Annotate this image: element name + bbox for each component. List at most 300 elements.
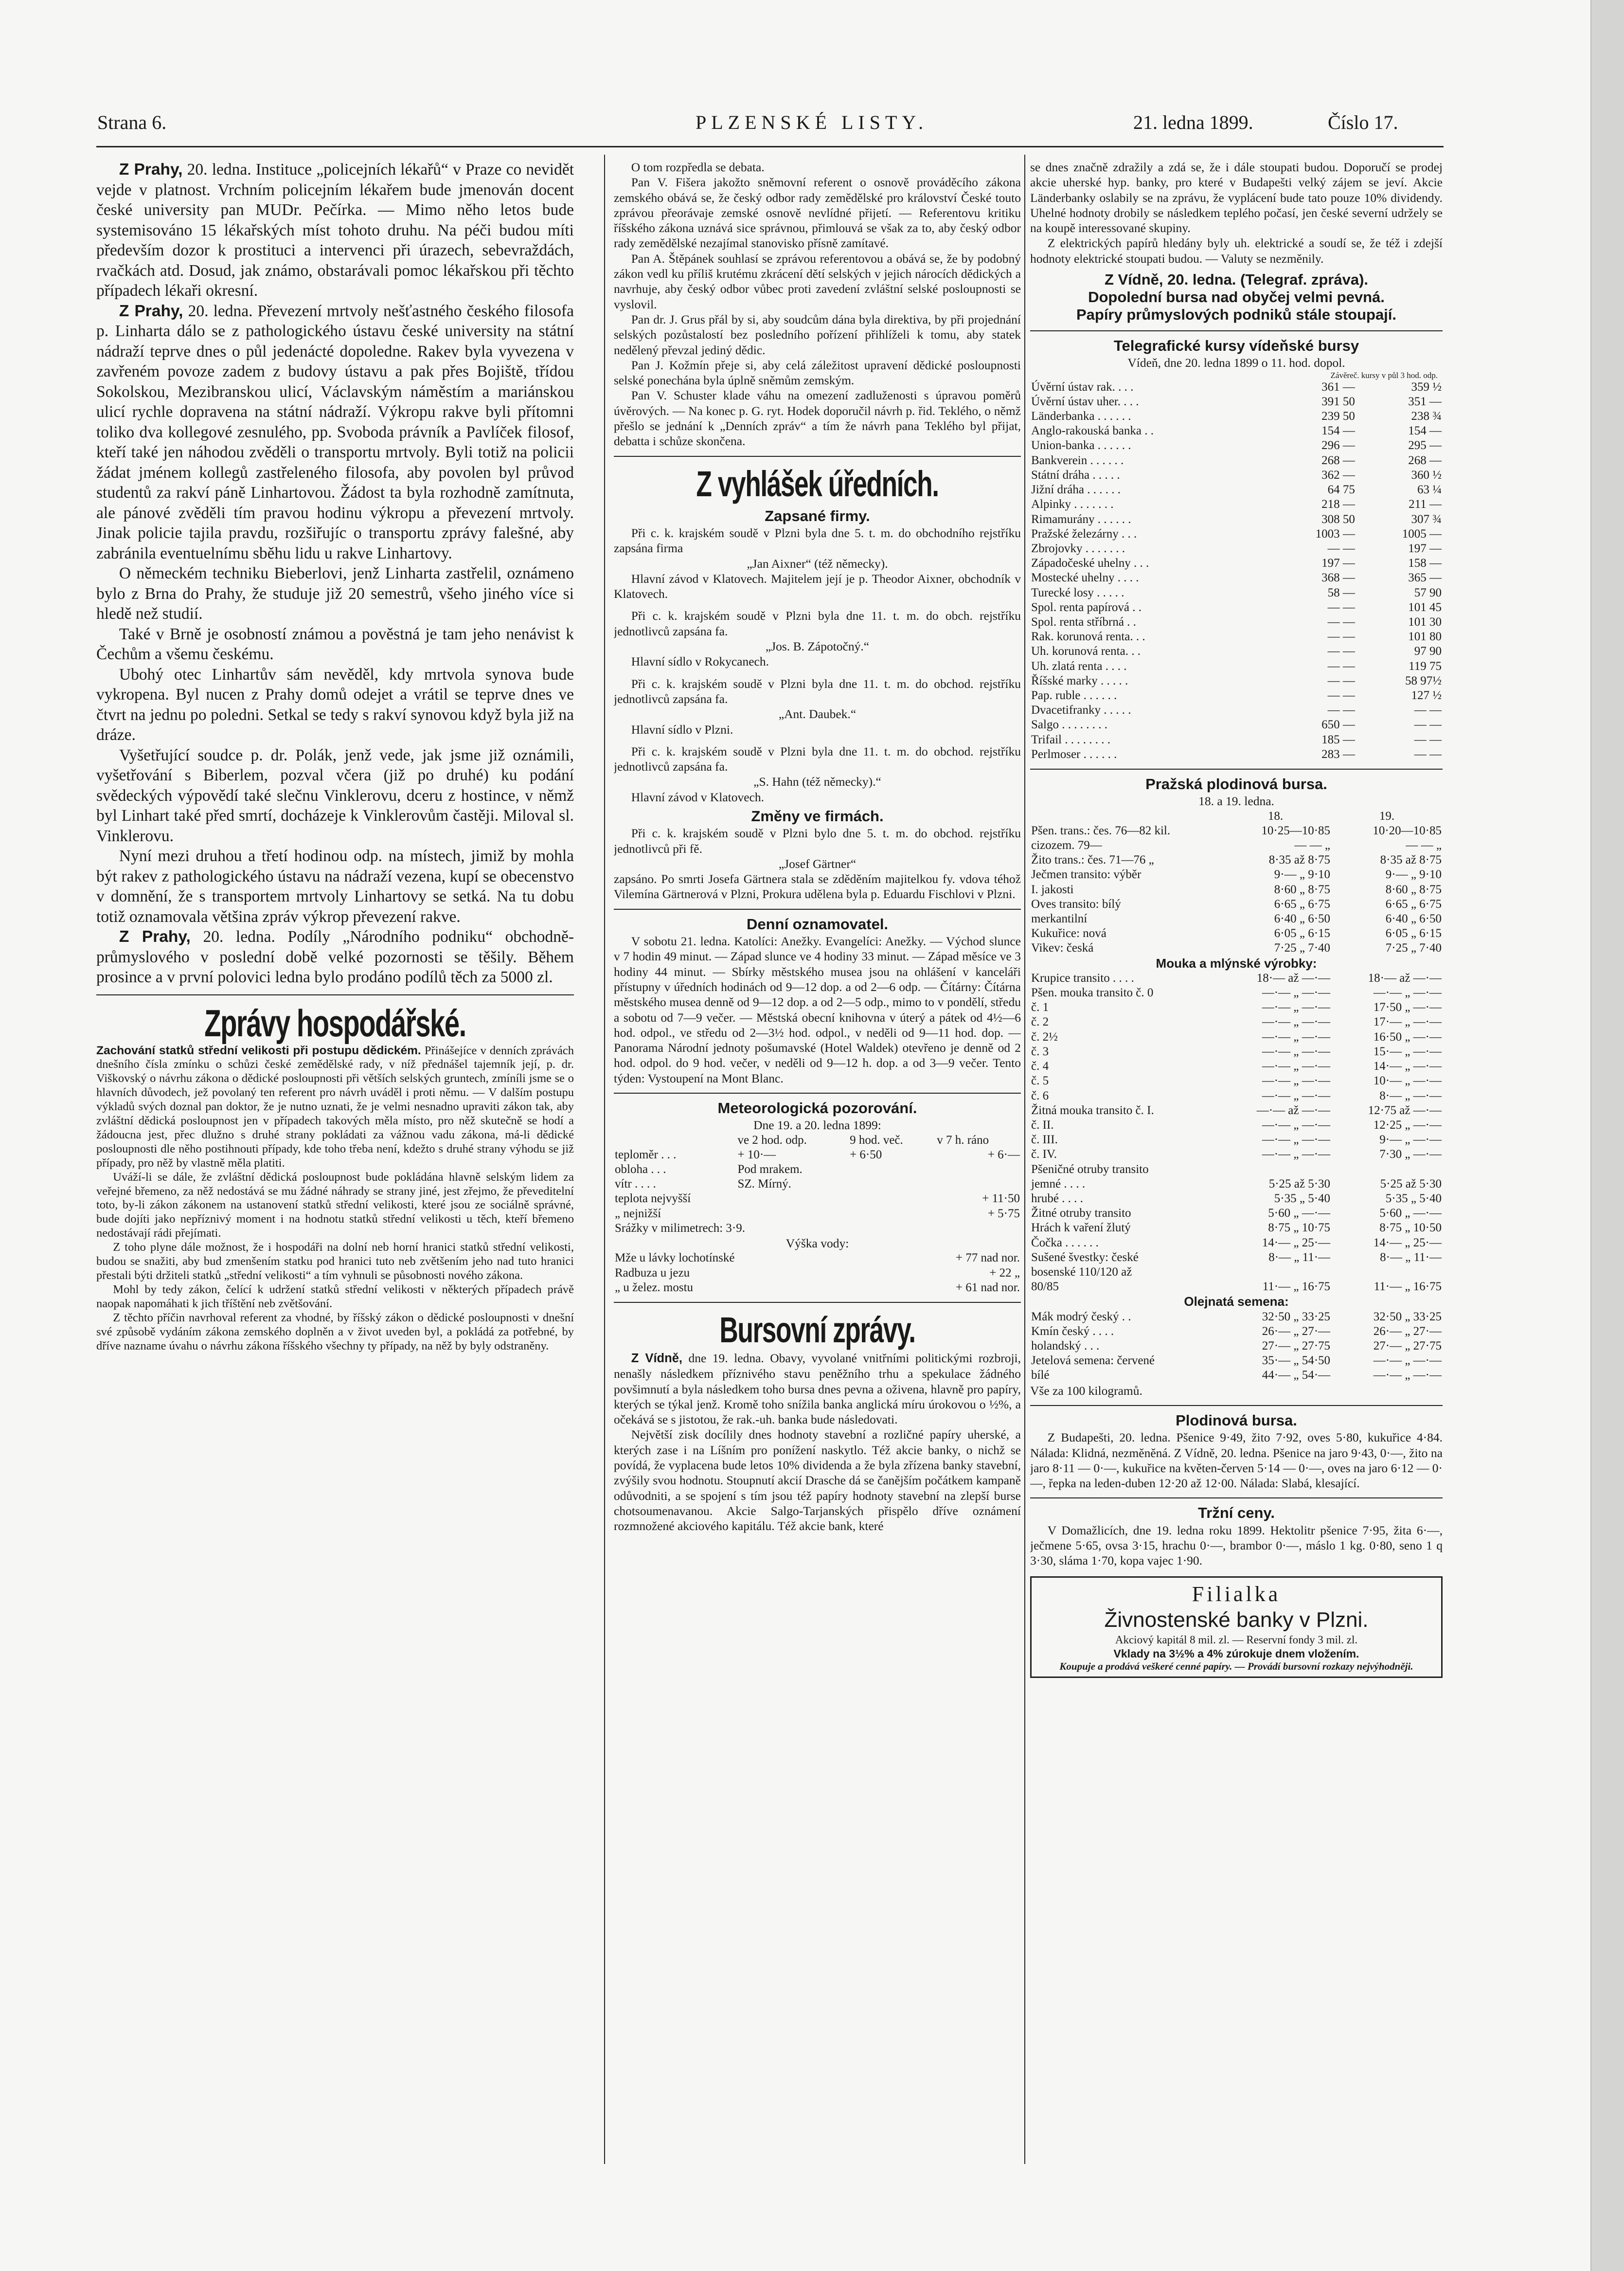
firm-notice: Při c. k. krajském soudě v Plzni byla dne 11. t. m. do obch. rejstříku jednotlivců zapsána fa. bbox=[614, 609, 1021, 638]
row-label: Krupice transito . . . . bbox=[1031, 971, 1134, 985]
row-value: —·— „ —·— bbox=[1373, 1354, 1442, 1368]
row-value: — — bbox=[1327, 645, 1355, 658]
paragraph: se dnes značně zdražily a zdá se, že i dále stoupati budou. Doporučí se prodej akcie uherské hyp. banky, pro které v Budapešti velký zájem se jeví. Akcie Länderbanky oslabily se na zprávu, že vyplácení bude tato pouze 10% dividendy. Uhelné hodnoty drobily se následkem teplého počasí, jen české severní udržely se na koupě interessované skupiny. bbox=[1030, 160, 1443, 235]
row-value: 5·25 až 5·30 bbox=[1268, 1177, 1331, 1190]
column-2 bbox=[614, 160, 1021, 2160]
row-value: 58 97½ bbox=[1405, 674, 1442, 687]
row-value: 197 — bbox=[1408, 541, 1442, 555]
row-label: Sušené švestky: české bbox=[1031, 1250, 1139, 1264]
row-label: č. 6 bbox=[1031, 1089, 1049, 1102]
row-value: 5·60 „ —·— bbox=[1379, 1207, 1442, 1220]
row-value: 16·50 „ —·— bbox=[1373, 1030, 1442, 1044]
table-row bbox=[1030, 1030, 1443, 1045]
row-label: č. III. bbox=[1031, 1133, 1058, 1147]
table-row bbox=[1030, 1191, 1443, 1206]
row-label: Turecké losy . . . . . bbox=[1031, 586, 1124, 599]
firm-details: Hlavní sídlo v Plzni. bbox=[631, 722, 733, 737]
row-label: bílé bbox=[1031, 1369, 1050, 1382]
bank-advertisement bbox=[1030, 1576, 1443, 1678]
table-row bbox=[1030, 1059, 1443, 1074]
row-value: 307 ¾ bbox=[1411, 512, 1442, 526]
row-value: — — „ bbox=[1406, 838, 1442, 852]
row-label: Kmín český . . . . bbox=[1031, 1324, 1114, 1338]
page-binding-edge bbox=[1590, 0, 1624, 2271]
row-label: Pražské železárny . . . bbox=[1031, 527, 1137, 541]
divider bbox=[1030, 1497, 1443, 1498]
table-row bbox=[1030, 571, 1443, 585]
table-row bbox=[1030, 1280, 1443, 1294]
table-row bbox=[1030, 1147, 1443, 1162]
row-value: — — bbox=[1327, 703, 1355, 717]
row-label: hrubé . . . . bbox=[1031, 1191, 1083, 1205]
section-title-bourse: Bursovní zprávy. bbox=[719, 1309, 915, 1350]
row-value: 283 — bbox=[1321, 747, 1355, 761]
row-value: 127 ½ bbox=[1411, 688, 1442, 702]
row-label: Západočeské uhelny . . . bbox=[1031, 557, 1149, 570]
table-row bbox=[1030, 853, 1443, 867]
row-label: Státní dráha . . . . . bbox=[1031, 468, 1120, 482]
table-row bbox=[1030, 838, 1443, 853]
row-value: 391 50 bbox=[1321, 395, 1355, 408]
firm-details: Hlavní závod v Klatovech. Majitelem její je p. Theodor Aixner, obchodník v Klatovech. bbox=[614, 571, 1021, 601]
rates-column-head: Závěreč. kursy v půl 3 hod. odp. bbox=[1330, 370, 1438, 380]
row-label: Pšen. trans.: čes. 76—82 kil. bbox=[1031, 824, 1171, 837]
row-value: 26·— „ 27·— bbox=[1373, 1324, 1442, 1338]
table-row bbox=[1030, 1133, 1443, 1147]
table-row bbox=[1030, 586, 1443, 600]
row-value: 8·60 „ 8·75 bbox=[1385, 883, 1442, 896]
row-label: Rak. korunová renta. . . bbox=[1031, 630, 1145, 644]
row-value: 1005 — bbox=[1402, 527, 1442, 541]
subsection-firm-changes: Změny ve firmách. bbox=[751, 807, 884, 825]
row-value: —·— až —·— bbox=[1256, 1103, 1331, 1117]
row-value: 5·25 až 5·30 bbox=[1380, 1177, 1442, 1190]
paragraph: Pan A. Štěpánek souhlasí se zprávou referentovou a obává se, že by podobný zákon vedl ku příliš krutému zkrácení dětí selských v jejich nárocích dědických a navrhuje, aby český odbor vůbec proti zavedení zvláštní selské posloupnosti se vyslovil. bbox=[614, 251, 1021, 311]
paragraph: Mohl by tedy zákon, čelící k udržení statků střední velikosti v některých případech právě naopak napomáhati k jich tříštění neb zvětšování. bbox=[96, 1282, 574, 1310]
row-value: 296 — bbox=[1321, 439, 1355, 452]
divider bbox=[96, 994, 574, 995]
row-label: Uh. korunová renta. . . bbox=[1031, 645, 1141, 658]
table-row bbox=[1030, 897, 1443, 912]
row-value: 8·— „ —·— bbox=[1379, 1089, 1442, 1102]
table-row bbox=[1030, 1368, 1443, 1383]
table-row bbox=[1030, 674, 1443, 688]
row-label: č. 3 bbox=[1031, 1045, 1049, 1058]
table-row bbox=[1030, 1310, 1443, 1324]
divider bbox=[614, 909, 1021, 910]
table-row bbox=[1030, 986, 1443, 1000]
table-row bbox=[1030, 1353, 1443, 1368]
row-label: Bankverein . . . . . . bbox=[1031, 453, 1124, 467]
row-value: — — bbox=[1327, 600, 1355, 614]
table-row: teplota nejvyšší + 11·50 bbox=[615, 1192, 1020, 1206]
table-row bbox=[1030, 497, 1443, 512]
table-row bbox=[1030, 600, 1443, 615]
table-row bbox=[1030, 380, 1443, 395]
table-row: Radbuza u jezu + 22 „ bbox=[615, 1266, 1020, 1280]
row-value bbox=[1220, 1265, 1331, 1280]
mill-title: Mouka a mlýnské výrobky: bbox=[1156, 955, 1317, 971]
row-label: Anglo-rakouská banka . . bbox=[1031, 424, 1154, 438]
column-divider-1 bbox=[604, 155, 605, 2164]
masthead-title: PLZENSKÉ LISTY. bbox=[696, 111, 928, 133]
subsection-prague-grain: Pražská plodinová bursa. bbox=[1145, 775, 1327, 793]
subsection-firms: Zapsané firmy. bbox=[765, 507, 870, 524]
table-row bbox=[1030, 512, 1443, 527]
row-value: 12·25 „ —·— bbox=[1373, 1118, 1442, 1132]
row-value: — — bbox=[1327, 630, 1355, 644]
row-value: 365 — bbox=[1408, 571, 1442, 585]
divider bbox=[614, 456, 1021, 457]
section-title-economy: Zprávy hospodářské. bbox=[204, 1001, 466, 1045]
table-row: „ nejnižší + 5·75 bbox=[615, 1207, 1020, 1220]
table-row bbox=[1030, 483, 1443, 497]
row-label: Žito trans.: čes. 71—76 „ bbox=[1031, 853, 1154, 867]
row-value: 6·05 „ 6·15 bbox=[1385, 927, 1442, 940]
paragraph: Uváží-li se dále, že zvláštní dědická posloupnost bude pokládána hlavně selským lidem za veřejné břemeno, za něž nedostává se mu žádné náhrady se strany jiné, jest zřejmo, že převeditelní toto, by-li zákon zákonem na ustanovení statků střední velikosti, které jsou ze sociálně správné, bude dojíti jako nepříznivý moment i na hodnotu statků střední velikosti u těch, kteří břemeno nedostávají rádi přejímati. bbox=[96, 1170, 574, 1240]
row-value: 101 45 bbox=[1408, 600, 1442, 614]
table-row bbox=[1030, 615, 1443, 630]
firm-notice: Při c. k. krajském soudě v Plzni byla dne 5. t. m. do obchodního rejstříku zapsána firma bbox=[614, 525, 1021, 556]
table-row bbox=[1030, 1206, 1443, 1221]
row-label: Vikev: česká bbox=[1031, 941, 1094, 955]
table-row bbox=[1030, 1118, 1443, 1133]
row-label: Spol. renta stříbrná . . bbox=[1031, 615, 1136, 629]
row-value: 6·05 „ 6·15 bbox=[1274, 927, 1331, 940]
firm-name: „Ant. Daubek.“ bbox=[778, 707, 857, 721]
table-row bbox=[1030, 1045, 1443, 1059]
row-label: Perlmoser . . . . . . bbox=[1031, 747, 1117, 761]
table-row bbox=[1030, 395, 1443, 409]
row-label: Hrách k vaření žlutý bbox=[1031, 1221, 1131, 1235]
row-value: 63 ¼ bbox=[1417, 483, 1442, 497]
table-row bbox=[1030, 1250, 1443, 1265]
row-value: 1003 — bbox=[1315, 527, 1355, 541]
row-value: 359 ½ bbox=[1411, 380, 1442, 394]
row-value: —·— „ —·— bbox=[1262, 986, 1331, 1000]
row-value: 9·— „ 9·10 bbox=[1385, 868, 1442, 882]
row-label: Žitné otruby transito bbox=[1031, 1207, 1131, 1220]
row-value: — — bbox=[1327, 659, 1355, 673]
row-value: 27·— „ 27·75 bbox=[1262, 1339, 1331, 1353]
row-value: —·— „ —·— bbox=[1262, 1001, 1331, 1014]
divider bbox=[614, 1093, 1021, 1094]
row-label: Ječmen transito: výběr bbox=[1031, 868, 1142, 882]
article-police-doctors: Z Prahy, 20. ledna. Instituce „policejních lékařů“ v Praze co nevidět vejde v platnost. Vrchním policejním lékařem bude jmenován docent české university pan MUDr. Pečírka. — Mimo něho letos bude systemisováno 15 lékařských míst tohoto druhu. Na péči budou míti především dozor k prostituci a intervenci při úrazech, sebevraždách, rvačkách atd. Dosud, jak známo, obstarávali pomoc lékařskou při těchto případech lékaři okresní. bbox=[96, 161, 574, 300]
row-value: 8·— „ 11·— bbox=[1380, 1250, 1442, 1264]
divider bbox=[1030, 1405, 1443, 1406]
row-label: Jižní dráha . . . . . . bbox=[1031, 483, 1121, 497]
table-row bbox=[1030, 733, 1443, 747]
row-value: 7·30 „ —·— bbox=[1379, 1148, 1442, 1161]
row-value: 6·65 „ 6·75 bbox=[1385, 897, 1442, 911]
row-label: Kukuřice: nová bbox=[1031, 927, 1106, 940]
table-row bbox=[1030, 912, 1443, 926]
row-value: 218 — bbox=[1321, 498, 1355, 511]
paragraph: Ubohý otec Linhartův sám nevěděl, kdy mrtvola synova bude vykropena. Byl nucen z Prahy domů odejet a vrátil se teprve dnes ve čtvrt na jednu po poledni. Setkal se tedy s rakví synovou když byla již na dráze. bbox=[96, 665, 574, 744]
article-national-enterprise: Z Prahy, 20. ledna. Podíly „Národního podniku“ obchodně-průmyslového v poslední době velké pozornosti se těšily. Během prosince a v první polovici ledna bylo prodáno podílů těch za 5000 zl. bbox=[96, 928, 574, 986]
row-value: — — bbox=[1414, 747, 1442, 761]
firm-name: „Jan Aixner“ (též německy). bbox=[747, 556, 888, 571]
paragraph: Také v Brně je osobností známou a pověstná je tam jeho nenávist k Čechům a všemu českému. bbox=[96, 625, 574, 663]
row-label: Rimamurány . . . . . . bbox=[1031, 512, 1131, 526]
row-value: — — bbox=[1327, 615, 1355, 629]
row-label: bosenské 110/120 až bbox=[1031, 1265, 1132, 1279]
ad-interest: Vklady na 3½% a 4% zúrokuje dnem vložením. bbox=[1113, 1647, 1359, 1660]
row-value: —·— „ —·— bbox=[1262, 1118, 1331, 1132]
grain-days-header: 18. 19. bbox=[1267, 809, 1395, 823]
firm-notice: Při c. k. krajském soudě v Plzni byla dne 11. t. m. do obchod. rejstříku jednotlivců zapsána fa. bbox=[614, 744, 1021, 774]
row-value: —·— „ —·— bbox=[1262, 1060, 1331, 1073]
table-row bbox=[1030, 1221, 1443, 1235]
commodity-report: Z Budapešti, 20. ledna. Pšenice 9·49, žito 7·92, oves 5·80, kukuřice 4·84. Nálada: Klidná, nezměněná. Z Vídně, 20. ledna. Pšenice na jaro 9·43, 0·—, žito na jaro 8·11 — 0·—, kukuřice na květen-červen 5·14 — 0·—, oves na jaro 6·12 — 0·—, řepka na leden-duben 12·20 až 12·00. Nálada: Slabá, klesající. bbox=[1030, 1430, 1443, 1491]
row-label: Úvěrní ústav rak. . . . bbox=[1031, 380, 1134, 394]
table-row bbox=[1030, 1236, 1443, 1250]
table-row: vítr . . . . SZ. Mírný. bbox=[615, 1177, 791, 1191]
row-value: 8·35 až 8·75 bbox=[1380, 853, 1442, 867]
row-label: č. 5 bbox=[1031, 1074, 1049, 1088]
paragraph: Pan J. Kožmín přeje si, aby celá záležitost upravení dědické posloupnosti selské ponechána byla úplně sněmům zemským. bbox=[614, 358, 1021, 388]
row-value: 360 ½ bbox=[1411, 468, 1442, 482]
divider bbox=[1030, 769, 1443, 770]
row-label: Pap. ruble . . . . . . bbox=[1031, 688, 1117, 702]
row-label: Zbrojovky . . . . . . . bbox=[1031, 541, 1125, 555]
row-value: 197 — bbox=[1321, 557, 1355, 570]
row-label: cizozem. 79— bbox=[1031, 838, 1102, 852]
row-value: —·— „ —·— bbox=[1262, 1045, 1331, 1058]
row-label: Mák modrý český . . bbox=[1031, 1310, 1131, 1323]
row-value: 44·— „ 54·— bbox=[1262, 1369, 1331, 1382]
row-value: — — bbox=[1327, 674, 1355, 687]
row-value: — — bbox=[1414, 703, 1442, 717]
paragraph: Největší zisk docílily dnes hodnoty stavební a rozličné papíry uherské, a kterých zase i na Líšním pro ponížení naskytlo. Též akcie banky, o nichž se povídá, že vyplacena bude letos 10% dividenda a že byla zřízena banky stavební, zvýšily svou hodnotu. Stoupnutí akcií Drasche dá se čanějším počátkem kampaně odůvodniti, a se spojení s tím jsou též papíry hodnoty stavební na zlepší burse chotsoumenavanou. Akcie Salgo-Tarjanských přispělo dříve oznámení rozmnožené akciového kapitálu. Též akcie bank, které bbox=[614, 1427, 1021, 1533]
row-value: 27·— „ 27·75 bbox=[1373, 1339, 1442, 1353]
column-1 bbox=[96, 160, 574, 2160]
paragraph: Vyšetřující soudce p. dr. Polák, jenž vede, jak jsme již oznámili, vyšetřování s Biberlem, pozval včera (již po druhé) ku podání svědeckých výpovědí také slečnu Vinklerovu, dceru z hostince, v němž byl Linhart také před smrtí, docházeje k Vinklerovům častěji. Miloval sl. Vinklerovu. bbox=[96, 746, 574, 845]
row-label: Jetelová semena: červené bbox=[1031, 1354, 1155, 1368]
table-row bbox=[1030, 409, 1443, 424]
subsection-vienna-rates: Telegrafické kursy vídeňské bursy bbox=[1113, 337, 1359, 355]
table-row bbox=[1030, 941, 1443, 955]
oil-title: Olejnatá semena: bbox=[1184, 1294, 1289, 1309]
row-value: 308 50 bbox=[1321, 512, 1355, 526]
ad-capital: Akciový kapitál 8 mil. zl. — Reservní fondy 3 mil. zl. bbox=[1115, 1633, 1358, 1646]
row-value: 18·— až —·— bbox=[1256, 971, 1331, 985]
column-3 bbox=[1030, 160, 1443, 2160]
subsection-daily: Denní oznamovatel. bbox=[746, 915, 889, 933]
row-value: 58 — bbox=[1327, 586, 1355, 599]
firm-details: Hlavní závod v Klatovech. bbox=[631, 790, 765, 804]
row-label: č. IV. bbox=[1031, 1148, 1057, 1161]
table-row bbox=[1030, 1000, 1443, 1015]
subsection-meteo: Meteorologická pozorování. bbox=[717, 1099, 917, 1117]
row-value bbox=[1331, 1265, 1443, 1280]
table-row bbox=[1030, 718, 1443, 732]
row-value: — — „ bbox=[1294, 838, 1331, 852]
row-label: Oves transito: bílý bbox=[1031, 897, 1121, 911]
row-label: Mostecké uhelny . . . . bbox=[1031, 571, 1139, 585]
table-row bbox=[1030, 747, 1443, 762]
row-value: 351 — bbox=[1408, 395, 1442, 408]
row-value: 101 80 bbox=[1408, 630, 1442, 644]
row-value: 8·— „ 11·— bbox=[1268, 1250, 1331, 1264]
row-value: 32·50 „ 33·25 bbox=[1373, 1310, 1442, 1323]
row-value: 35·— „ 54·50 bbox=[1262, 1354, 1331, 1368]
row-value: 57 90 bbox=[1414, 586, 1442, 599]
bourse-report: Z Vídně, dne 19. ledna. Obavy, vyvolané vnitřními politickými rozbroji, nenašly následkem příznivého stavu peněžního trhu a spekulace žádného povšimnutí a byla následkem toho bursa dnes pevna a oživena, hlavně pro papíry, kterých se týkal jenž. Kromě toho snížila banka anglická míru úrokovou o ½%, a očekává se s jistotou, že rak.-uh. banka bude následovati. bbox=[614, 1351, 1021, 1427]
table-row: Mže u lávky lochotínské + 77 nad nor. bbox=[615, 1251, 1020, 1265]
row-value: — — bbox=[1327, 688, 1355, 702]
row-label: č. 2½ bbox=[1031, 1030, 1058, 1044]
row-label: holandský . . . bbox=[1031, 1339, 1100, 1353]
row-label: č. 4 bbox=[1031, 1060, 1049, 1073]
row-value: 361 — bbox=[1321, 380, 1355, 394]
table-row bbox=[1030, 1177, 1443, 1191]
table-row bbox=[1030, 1089, 1443, 1103]
row-value: —·— „ —·— bbox=[1373, 1369, 1442, 1382]
paragraph: Z elektrických papírů hledány byly uh. elektrické a soudí se, že též i zdejší hodnoty elektrické stoupati budou. — Valuty se nezměnily. bbox=[1030, 236, 1443, 266]
row-value: 14·— „ 25·— bbox=[1373, 1236, 1442, 1249]
paragraph: Z těchto příčin navrhoval referent za vhodné, by říšský zákon o dědické posloupnosti v dnešní své způsobě vydáním zákona zemského doplněn a v život uveden byl, a pokládá za potřebné, by dříve nazname úvahu o návrhu zákona říšského všechny ty případy, na něž by byly odstraněny. bbox=[96, 1311, 574, 1352]
row-value: 6·40 „ 6·50 bbox=[1274, 912, 1331, 925]
table-row bbox=[1030, 703, 1443, 718]
row-label: jemné . . . . bbox=[1031, 1177, 1086, 1190]
row-label: Länderbanka . . . . . . bbox=[1031, 410, 1131, 423]
oil-note: Vše za 100 kilogramů. bbox=[1030, 1383, 1142, 1398]
row-value: 295 — bbox=[1408, 439, 1442, 452]
table-row bbox=[1030, 1162, 1443, 1177]
meteo-date: Dne 19. a 20. ledna 1899: bbox=[753, 1118, 881, 1133]
paragraph: Pan dr. J. Grus přál by si, aby soudcům dána byla direktiva, by při projednání selských pozůstalostí bez posledního pořízení přihlíželi k tomu, aby statek nedělený převzal jediný dědic. bbox=[614, 312, 1021, 357]
row-value: 158 — bbox=[1408, 557, 1442, 570]
row-label: 80/85 bbox=[1031, 1280, 1059, 1294]
paragraph: Pan V. Fišera jakožto sněmovní referent o osnově prováděcího zákona zemského obává se, že český odbor rady zemědělské pro království České touto zprávou přeorávaje zemské osnově nevlídné přijetí. — Referentovu kritiku říšského zákona uznává sice správnou, přimlouvá se však za to, aby český odbor rady zemědělské nezajímal stanovisko přísně zamítavé. bbox=[614, 175, 1021, 251]
row-label: Dvacetifranky . . . . . bbox=[1031, 703, 1131, 717]
rates-table bbox=[1030, 380, 1443, 762]
row-value: 64 75 bbox=[1327, 483, 1355, 497]
table-row bbox=[1030, 824, 1443, 838]
telegraph-report: Z Vídně, 20. ledna. (Telegraf. zpráva). Dopolední bursa nad obyčej velmi pevná. Papíry průmyslových podniků stále stoupají. bbox=[1076, 271, 1397, 324]
row-value: 15·— „ —·— bbox=[1373, 1045, 1442, 1058]
table-row bbox=[1030, 659, 1443, 674]
row-label: č. II. bbox=[1031, 1118, 1054, 1132]
row-value: 268 — bbox=[1408, 453, 1442, 467]
row-value: —·— „ —·— bbox=[1262, 1089, 1331, 1102]
row-value: —·— „ —·— bbox=[1262, 1030, 1331, 1044]
row-value: 18·— až —·— bbox=[1368, 971, 1442, 985]
firm-name: „S. Hahn (též německy).“ bbox=[753, 775, 881, 789]
table-row bbox=[1030, 1103, 1443, 1118]
row-value: 9·— „ 9·10 bbox=[1274, 868, 1331, 882]
table-row: Srážky v milimetrech: 3·9. bbox=[615, 1221, 745, 1235]
page-number: Strana 6. bbox=[97, 111, 167, 133]
paragraph: O německém techniku Bieberlovi, jenž Linharta zastřelil, oznámeno bylo z Brna do Prahy, že studuje již 20 semestrů, všeho jiného více si hledě než studií. bbox=[96, 564, 574, 623]
article-linhart: Z Prahy, 20. ledna. Převezení mrtvoly nešťastného českého filosofa p. Linharta dálo se z pathologického ústavu české university na státní nádraží teprve dnes o půl jedenácté dopoledne. Rakev byla vyvezena v zavřeném povoze zadem z budovy ústavu a pak přes Bojiště, třídou Sokolskou, Mezibranskou ulicí, Václavským náměstím a mariánskou ulicí rychle dopravena na státní nádraží. Výkropu rakve byli přítomni toliko dva kollegové zesnulého, pp. Svoboda právník a Pavlíček filosof, kteří také jen náhodou zvěděli o transportu mrtvoly. Byli totiž na policii žádat jménem kollegů zastřeleného filosofa, aby povolen byl průvod studentů za rakví páně Linhartovou. Žádost ta byla rozhodně zamítnuta, ale pánové zvěděli tím pravou hodinu výkropu a převezení mrtvoly. Jinak policie tajila pravdu, rozšiřujíc o transportu zprávy falešné, aby zabránila eventuelnímu sběhu lidu u rakve Linhartovy. bbox=[96, 302, 574, 562]
row-value: 11·— „ 16·75 bbox=[1374, 1280, 1442, 1294]
table-row bbox=[1030, 1324, 1443, 1339]
meteo-table: ve 2 hod. odp. 9 hod. več. v 7 h. ráno teploměr . . . + 10·— + 6·50 + 6·— obloha . . . Pod mrakem. vítr . . . . SZ. Mírný. teplota nejvyšší + 11·50 „ nejnižší + 5·75 Srážky v milimetrech: 3·9. bbox=[614, 1133, 1021, 1236]
economy-article: Zachování statků střední velikosti při postupu dědickém. Přinášejíce v denních zprávách dnešního čísla zmínku o schůzi české zemědělské rady, v níž přednášel tajemník její, p. dr. Viškovský o návrhu zákona o dědické posloupnosti při větších selských gruntech, zmíníli jsme se o hlavních důvodech, jež povolaný ten referent pro návrh uváděl i proti němu. — V dalším postupu výkladů svých doznal pan doktor, že je nutno uznati, že je velmi nesnadno upraviti zákon tak, aby zvláštní dědická posloupnost jen v případech takových měla místo, pro něž skutečně se hodí a žádoucna jest, přec dlužno s druhé strany pokládati za vážnou vadu zákona, má-li dědické posloupnosti dle něho postihnouti případy, kde toho třeba není, kdežto s druhé strany výhodu se již případy, pro něž by vlastně měla platiti. Uváží-li se dále, že zvláštní dědická posloupnost bude pokládána hlavně selským lidem za veřejné břemeno, za něž nedostává se mu žádné náhrady se strany jiné, jest zřejmo, že převeditelní toto, by-li zákon zákonem na ustanovení statků střední velikosti, které jsou ze sociálně správné, bude dojíti jako nepříznivý moment i na hodnotu statků střední velikosti u těch, kteří břemeno nedostávají rádi přejímati. Z toho plyne dále možnost, že i hospodáři na dolní neb horní hranici statků střední velikosti, budou se snažiti, aby bud zmenšením statku pod hranici tuto neb zvětšením jeho nad tuto hranici přestali býti držiteli statků „střední velikosti“ a tím vyhnuli se působnosti nového zákona. Mohl by tedy zákon, čelící k udržení statků střední velikosti v některých případech právě naopak napomáhati k jich tříštění neb zvětšování. Z těchto příčin navrhoval referent za vhodné, by říšský zákon o dědické posloupnosti v dnešní své způsobě vydáním zákona zemského doplněn a v život uveden byl, a pokládá za potřebné, by dříve nazname úvahu o návrhu zákona říšského všechny ty případy, na něž by byly odstraněny. bbox=[96, 1044, 574, 1352]
row-label: Pšen. mouka transito č. 0 bbox=[1031, 986, 1154, 1000]
table-row bbox=[1030, 1339, 1443, 1353]
row-value: 362 — bbox=[1321, 468, 1355, 482]
table-row bbox=[1030, 867, 1443, 882]
row-value: 17·— „ —·— bbox=[1373, 1015, 1442, 1029]
row-value: 32·50 „ 33·25 bbox=[1262, 1310, 1331, 1323]
row-value: 5·60 „ —·— bbox=[1268, 1207, 1331, 1220]
table-row bbox=[1030, 1015, 1443, 1029]
table-row bbox=[1030, 438, 1443, 453]
table-row bbox=[1030, 883, 1443, 897]
water-title: Výška vody: bbox=[785, 1236, 849, 1251]
row-value: 650 — bbox=[1321, 718, 1355, 732]
table-row bbox=[1030, 971, 1443, 986]
daily-notice: V sobotu 21. ledna. Katolíci: Anežky. Evangelíci: Anežky. — Východ slunce v 7 hodin 49 minut. — Západ slunce ve 4 hodiny 33 minut. — Západ měsíce ve 3 hodiny 44 minut. — Sbírky městského musea jsou na ohlášení v kanceláři přístupny v úředních hodinách od 9—12 dop. a od 2—6 odp. — Čítárny: Čítárna městského musea denně od 9—12 dop. a od 2—5 odp., mimo to v pondělí, středu a sobotu od 7—9 večer. — Městská obecní knihovna v úterý a pátek od 4½—6 hod. odpol., ve středu od 2—3½ hod. odpol., v neděli od 9—11 hod. dop. — Panorama Národní jednoty pošumavské (Hotel Waldek) otevřeno je denně od 2 hod. odpol. do 9 hod. večer, v neděli od 9—12 h. dop. a od 3—9 večer. Tento týden: Vystoupení na Mont Blanc. bbox=[614, 934, 1021, 1085]
divider bbox=[614, 1302, 1021, 1303]
row-label: Úvěrní ústav uher. . . . bbox=[1031, 395, 1139, 408]
row-value: 26·— „ 27·— bbox=[1262, 1324, 1331, 1338]
water-table bbox=[614, 1251, 1021, 1295]
paragraph: O tom rozpředla se debata. bbox=[631, 160, 765, 174]
row-label: Pšeničné otruby transito bbox=[1031, 1162, 1149, 1176]
row-value: 10·25—10·85 bbox=[1261, 824, 1331, 837]
table-row bbox=[1030, 926, 1443, 941]
paragraph: Pan V. Schuster klade váhu na omezení zadluženosti s úpravou poměrů úvěrových. — Na konec p. G. ryt. Hodek doporučil návrh p. řid. Teklého, o němž přešlo se jednání k „Denních zpráv“ a tím že návrh pana Teklého byl přijat, debatta i schůze skončena. bbox=[614, 388, 1021, 449]
table-row bbox=[1030, 1265, 1443, 1280]
row-label: Alpinky . . . . . . . bbox=[1031, 498, 1114, 511]
firm-details: Hlavní sídlo v Rokycanech. bbox=[631, 654, 769, 669]
row-label: Spol. renta papírová . . bbox=[1031, 600, 1142, 614]
row-value: 10·— „ —·— bbox=[1373, 1074, 1442, 1088]
row-value: 6·65 „ 6·75 bbox=[1274, 897, 1331, 911]
subsection-commodity: Plodinová bursa. bbox=[1176, 1411, 1297, 1429]
issue-date: 21. ledna 1899. bbox=[1133, 111, 1253, 133]
row-label: Trifail . . . . . . . . bbox=[1031, 733, 1110, 746]
row-value: 5·35 „ 5·40 bbox=[1385, 1191, 1442, 1205]
row-value: 268 — bbox=[1321, 453, 1355, 467]
oil-table bbox=[1030, 1310, 1443, 1383]
row-label: č. 2 bbox=[1031, 1015, 1049, 1029]
table-row bbox=[1030, 424, 1443, 438]
section-title-official: Z vyhlášek úředních. bbox=[696, 463, 939, 504]
row-value: 14·— „ —·— bbox=[1373, 1060, 1442, 1073]
market-report: V Domažlicích, dne 19. ledna roku 1899. Hektolitr pšenice 7·95, žita 6·—, ječmene 5·65, ovsa 3·15, hrachu 0·—, brambor 0·—, máslo 1 kg. 0·80, seno 1 q 3·30, sláma 1·70, kopa vajec 1·90. bbox=[1030, 1523, 1443, 1568]
row-value: 9·— „ —·— bbox=[1379, 1133, 1442, 1147]
row-value: 97 90 bbox=[1414, 645, 1442, 658]
firm-details: zapsáno. Po smrti Josefa Gärtnera stala se zděděním majitelkou fy. vdova téhož Vilemína Gärtnerová v Plzni, Prokura udělena byla p. Eduardu Fischlovi v Plzni. bbox=[614, 872, 1021, 901]
row-label: Žitná mouka transito č. I. bbox=[1031, 1103, 1154, 1117]
row-value: 154 — bbox=[1321, 424, 1355, 438]
column-divider-2 bbox=[1024, 155, 1025, 2164]
row-value: 239 50 bbox=[1321, 410, 1355, 423]
firm-name: „Josef Gärtner“ bbox=[778, 856, 857, 871]
subsection-market: Tržní ceny. bbox=[1198, 1504, 1275, 1522]
row-label: Čočka . . . . . . bbox=[1031, 1236, 1099, 1249]
row-value: 368 — bbox=[1321, 571, 1355, 585]
row-value: —·— „ —·— bbox=[1262, 1074, 1331, 1088]
table-row: obloha . . . Pod mrakem. bbox=[615, 1163, 803, 1176]
row-value: 10·20—10·85 bbox=[1373, 824, 1442, 837]
row-value: 12·75 až —·— bbox=[1368, 1103, 1442, 1117]
row-value: —·— „ —·— bbox=[1262, 1148, 1331, 1161]
row-value: 101 30 bbox=[1408, 615, 1442, 629]
row-value bbox=[1331, 1162, 1443, 1177]
header-rule bbox=[96, 146, 1444, 147]
row-label: Salgo . . . . . . . . bbox=[1031, 718, 1107, 732]
table-row bbox=[1030, 468, 1443, 483]
row-label: Union-banka . . . . . . bbox=[1031, 439, 1131, 452]
row-value: — — bbox=[1414, 718, 1442, 732]
